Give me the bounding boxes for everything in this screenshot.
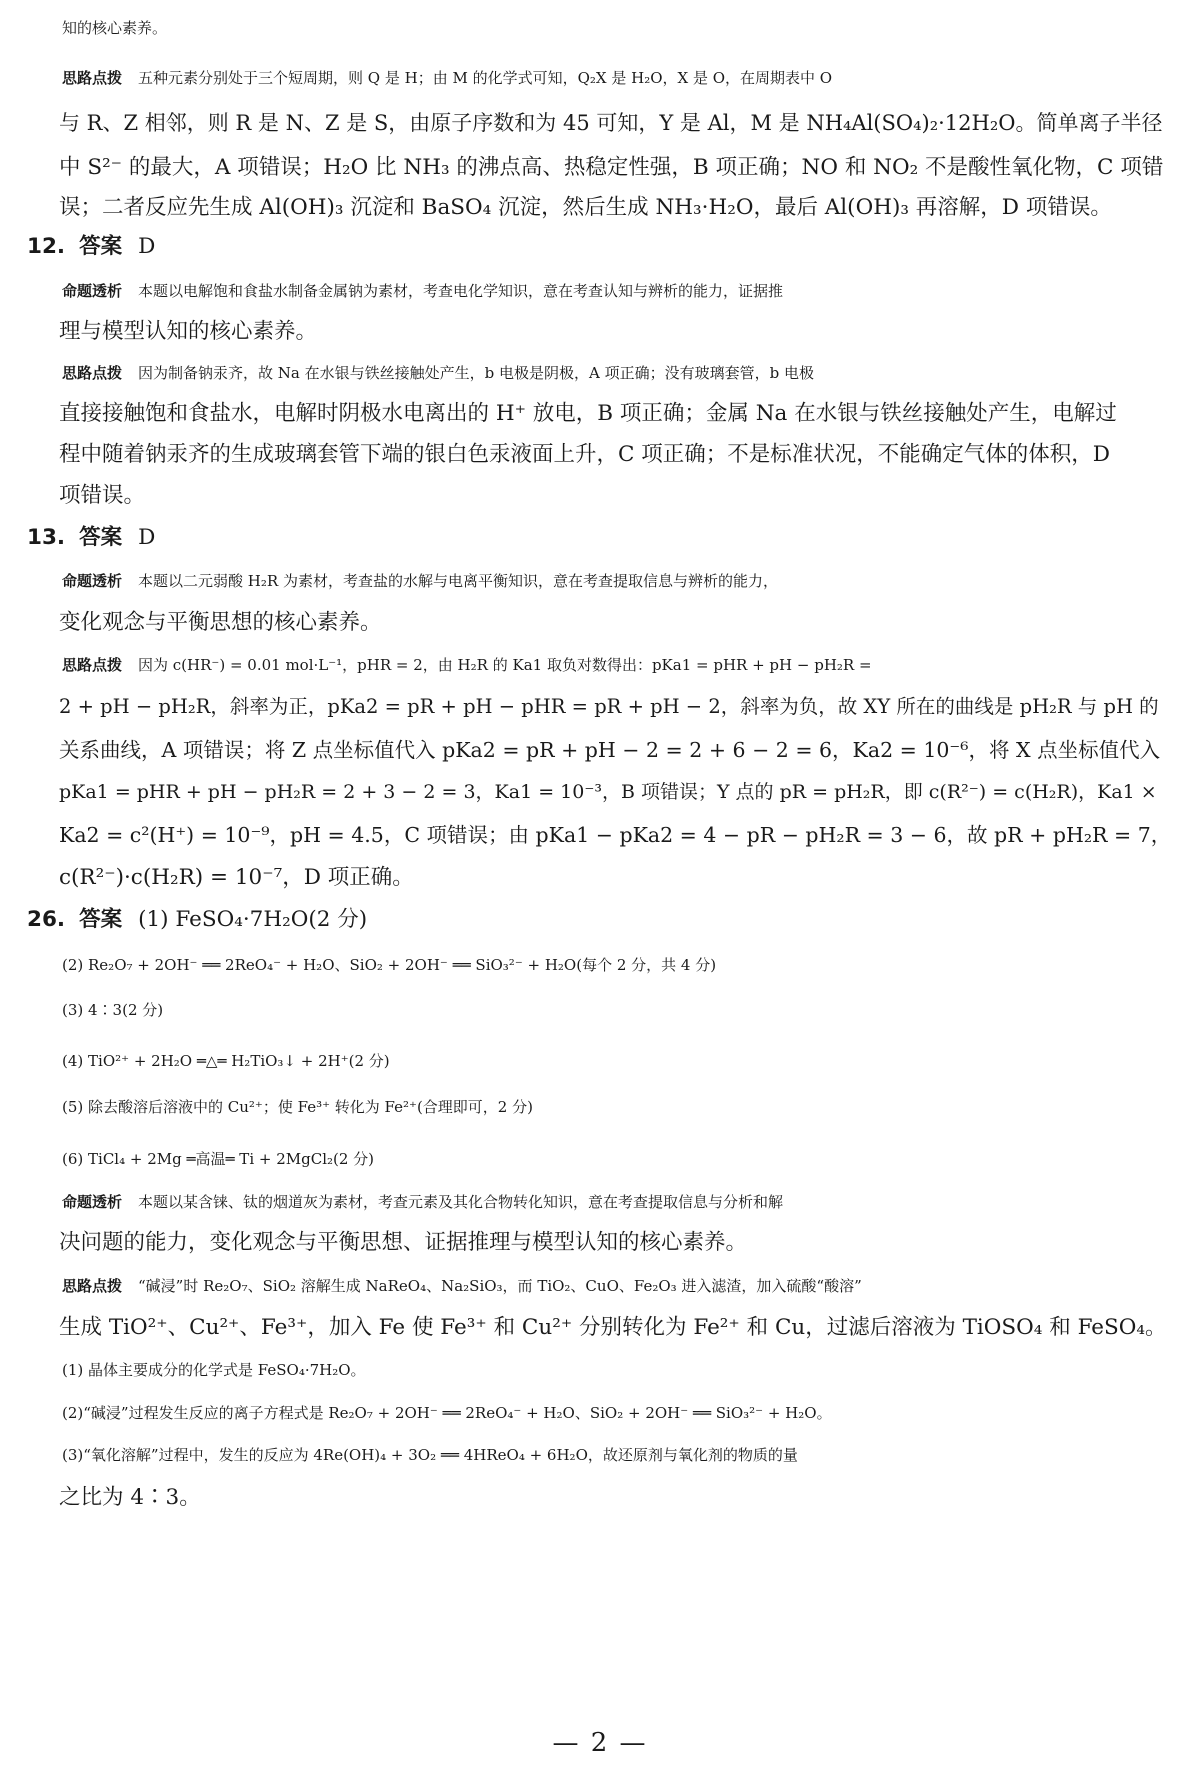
text-line: 2 + pH − pH₂R，斜率为正，pKa2 = pR + pH − pHR = pR + pH − 2，斜率为负，故 XY 所在的曲线是 pH₂R 与 pH 的 [59, 695, 1159, 718]
section-label: 命题透析 [62, 282, 123, 300]
text-line: 变化观念与平衡思想的核心素养。 [59, 610, 382, 635]
text-line: 之比为 4∶3。 [59, 1485, 201, 1510]
text-line: (6) TiCl₄ + 2Mg ═高温═ Ti + 2MgCl₂(2 分) [62, 1150, 375, 1168]
text-line: (5) 除去酸溶后溶液中的 Cu²⁺；使 Fe³⁺ 转化为 Fe²⁺(合理即可，2 分) [62, 1098, 533, 1116]
text-line: pKa1 = pHR + pH − pH₂R = 2 + 3 − 2 = 3，Ka1 = 10⁻³，B 项错误；Y 点的 pR = pH₂R，即 c(R²⁻) = c(H₂R)，Ka1 × [59, 781, 1157, 803]
question-number: 26. [27, 907, 66, 932]
text-line: 理与模型认知的核心素养。 [59, 319, 318, 344]
section-label: 思路点拨 [62, 656, 123, 674]
answer-label: 答案 [79, 525, 123, 550]
text-line: (1) 晶体主要成分的化学式是 FeSO₄·7H₂O。 [62, 1361, 366, 1379]
text-line: (4) TiO²⁺ + 2H₂O ═△═ H₂TiO₃↓ + 2H⁺(2 分) [62, 1052, 390, 1070]
section-label: 思路点拨 [62, 364, 123, 382]
question-answer-line: 12. 答案 D [27, 234, 156, 259]
question-number: 13. [27, 525, 66, 550]
text-line: 直接接触饱和食盐水，电解时阴极水电离出的 H⁺ 放电，B 项正确；金属 Na 在水银与铁丝接触处产生，电解过 [59, 401, 1117, 426]
text-line: 与 R、Z 相邻，则 R 是 N、Z 是 S，由原子序数和为 45 可知，Y 是 Al，M 是 NH₄Al(SO₄)₂·12H₂O。简单离子半径 [59, 111, 1163, 135]
text-line: 关系曲线，A 项错误；将 Z 点坐标值代入 pKa2 = pR + pH − 2 = 2 + 6 − 2 = 6，Ka2 = 10⁻⁶，将 X 点坐标值代入 [59, 738, 1161, 762]
text-line: Ka2 = c²(H⁺) = 10⁻⁹，pH = 4.5，C 项错误；由 pKa1 − pKa2 = 4 − pR − pH₂R = 3 − 6，故 pR + pH₂R = 7， [59, 823, 1172, 847]
text-line: c(R²⁻)·c(H₂R) = 10⁻⁷，D 项正确。 [59, 865, 414, 890]
text-line: 思路点拨 五种元素分别处于三个短周期，则 Q 是 H；由 M 的化学式可知，Q₂X 是 H₂O，X 是 O，在周期表中 O [62, 69, 833, 87]
text-line: 决问题的能力，变化观念与平衡思想、证据推理与模型认知的核心素养。 [59, 1230, 748, 1255]
text-line: 中 S²⁻ 的最大，A 项错误；H₂O 比 NH₃ 的沸点高、热稳定性强，B 项正确；NO 和 NO₂ 不是酸性氧化物，C 项错 [59, 155, 1164, 180]
text-line: 项错误。 [59, 483, 146, 508]
section-label: 命题透析 [62, 1193, 123, 1211]
section-label: 命题透析 [62, 572, 123, 590]
text-line: (3) 4∶3(2 分) [62, 1001, 164, 1019]
answer-label: 答案 [79, 907, 123, 932]
question-answer-line: 13. 答案 D [27, 525, 156, 550]
text-line: 程中随着钠汞齐的生成玻璃套管下端的银白色汞液面上升，C 项正确；不是标准状况，不能确定气体的体积，D [59, 442, 1111, 467]
section-label: 思路点拨 [62, 1277, 123, 1295]
text-line: 知的核心素养。 [62, 19, 168, 37]
text-line: 思路点拨 “碱浸”时 Re₂O₇、SiO₂ 溶解生成 NaReO₄、Na₂SiO₃，而 TiO₂、CuO、Fe₂O₃ 进入滤渣，加入硫酸“酸溶” [62, 1277, 862, 1295]
question-number: 12. [27, 234, 66, 259]
text-line: (2) Re₂O₇ + 2OH⁻ ══ 2ReO₄⁻ + H₂O、SiO₂ + 2OH⁻ ══ SiO₃²⁻ + H₂O(每个 2 分，共 4 分) [62, 956, 717, 974]
text-line: 误；二者反应先生成 Al(OH)₃ 沉淀和 BaSO₄ 沉淀，然后生成 NH₃·H₂O，最后 Al(OH)₃ 再溶解，D 项错误。 [59, 195, 1112, 220]
answer-label: 答案 [79, 234, 123, 259]
text-line: 命题透析 本题以某含铼、钛的烟道灰为素材，考查元素及其化合物转化知识，意在考查提取信息与分析和解 [62, 1193, 784, 1211]
question-answer-line: 26. 答案 (1) FeSO₄·7H₂O(2 分) [27, 907, 368, 932]
text-line: 思路点拨 因为制备钠汞齐，故 Na 在水银与铁丝接触处产生，b 电极是阴极，A 项正确；没有玻璃套管，b 电极 [62, 364, 814, 382]
text-line: 命题透析 本题以二元弱酸 H₂R 为素材，考查盐的水解与电离平衡知识，意在考查提取信息与辨析的能力， [62, 572, 778, 590]
text-line: 生成 TiO²⁺、Cu²⁺、Fe³⁺，加入 Fe 使 Fe³⁺ 和 Cu²⁺ 分别转化为 Fe²⁺ 和 Cu，过滤后溶液为 TiOSO₄ 和 FeSO₄。 [59, 1315, 1167, 1340]
section-label: 思路点拨 [62, 69, 123, 87]
text-line: 命题透析 本题以电解饱和食盐水制备金属钠为素材，考查电化学知识，意在考查认知与辨析的能力，证据推 [62, 282, 784, 300]
text-line: (2)“碱浸”过程发生反应的离子方程式是 Re₂O₇ + 2OH⁻ ══ 2ReO₄⁻ + H₂O、SiO₂ + 2OH⁻ ══ SiO₃²⁻ + H₂O。 [62, 1404, 832, 1422]
page-number: — 2 — [552, 1728, 648, 1758]
text-line: 思路点拨 因为 c(HR⁻) = 0.01 mol·L⁻¹，pHR = 2，由 H₂R 的 Ka1 取负对数得出：pKa1 = pHR + pH − pH₂R = [62, 656, 872, 674]
text-line: (3)“氧化溶解”过程中，发生的反应为 4Re(OH)₄ + 3O₂ ══ 4HReO₄ + 6H₂O，故还原剂与氧化剂的物质的量 [62, 1446, 798, 1464]
